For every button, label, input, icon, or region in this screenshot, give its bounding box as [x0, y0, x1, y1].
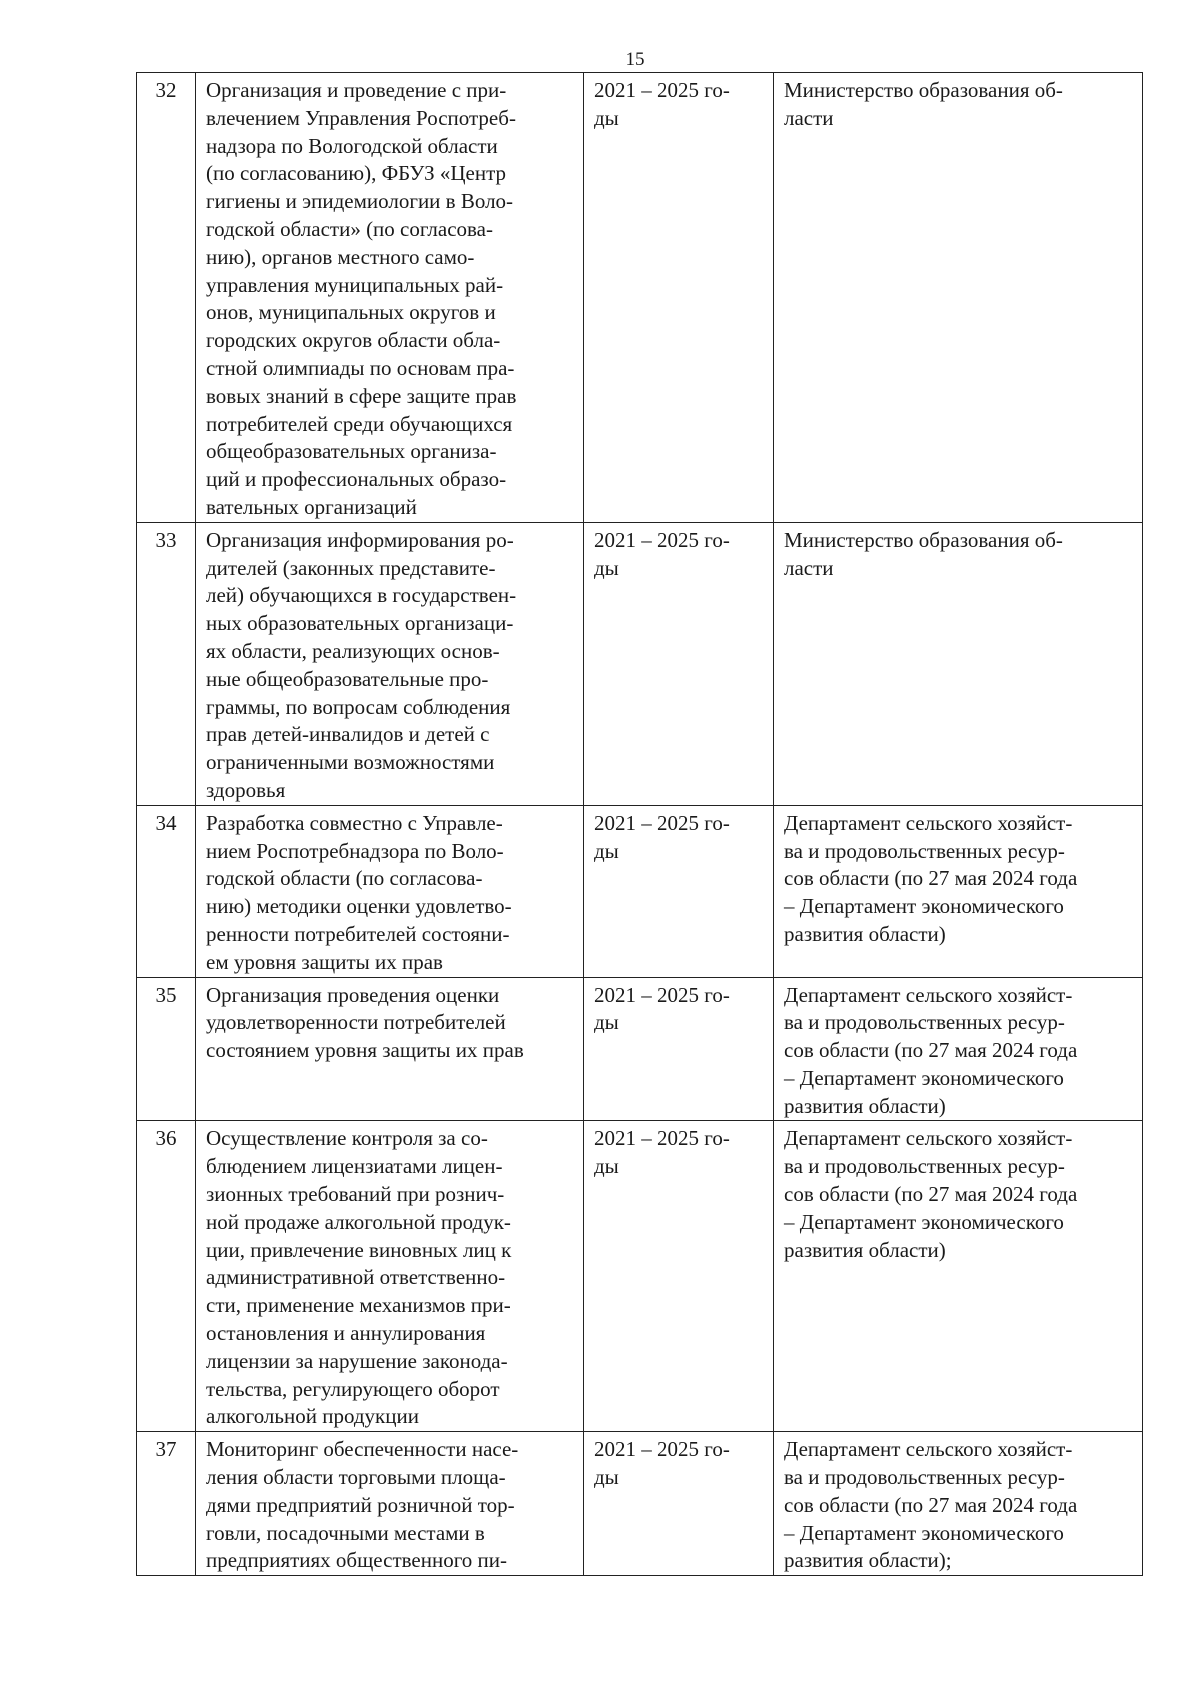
row-number: 32	[137, 73, 196, 523]
executor-cell	[774, 977, 1143, 1121]
activity-cell	[196, 73, 584, 523]
period-text: 2021 – 2025 го- ды	[594, 78, 730, 130]
executor-text: Министерство образования об- ласти	[784, 527, 1063, 580]
period-text: 2021 – 2025 го- ды	[594, 810, 730, 863]
period-text: 2021 – 2025 го- ды	[594, 527, 730, 580]
activity-cell	[196, 1121, 584, 1432]
row-number: 36	[137, 1121, 196, 1432]
period-cell	[584, 522, 774, 805]
period-cell	[584, 73, 774, 523]
table-row	[137, 1432, 1143, 1576]
table-row	[137, 73, 1143, 523]
table-row	[137, 805, 1143, 977]
activity-text: Мониторинг обеспеченности насе- ления области торговыми площа- дями предприятий розничной тор- говли, посадочными местами в предприятиях общественного пи-	[206, 1437, 519, 1573]
executor-cell	[774, 1432, 1143, 1576]
period-text: 2021 – 2025 го- ды	[594, 1126, 730, 1179]
table-row	[137, 522, 1143, 805]
period-text: 2021 – 2025 го- ды	[594, 1437, 730, 1490]
measures-table	[136, 72, 1143, 1576]
row-number: 34	[137, 805, 196, 977]
executor-cell	[774, 1121, 1143, 1432]
activity-text: Организация информирования ро- дителей (законных представите- лей) обучающихся в государствен- ных образовательных организаци- ях области, реализующих основ- ные общеобразовательные про- граммы, по вопросам соблюдения прав детей-инвалидов и детей с ограниченными возможностями здоровья	[206, 527, 517, 802]
row-number: 37	[137, 1432, 196, 1576]
executor-text: Департамент сельского хозяйст- ва и продовольственных ресур- сов области (по 27 мая 2024 года – Департамент экономического развития области)	[784, 982, 1078, 1118]
executor-cell	[774, 522, 1143, 805]
table-row	[137, 977, 1143, 1121]
executor-cell	[774, 73, 1143, 523]
executor-text: Департамент сельского хозяйст- ва и продовольственных ресур- сов области (по 27 мая 2024 года – Департамент экономического развития области);	[784, 1437, 1078, 1573]
period-text: 2021 – 2025 го- ды	[594, 982, 730, 1035]
activity-cell	[196, 977, 584, 1121]
activity-text: Разработка совместно с Управле- нием Роспотребнадзора по Воло- годской области (по согласова- нию) методики оценки удовлетво- ренности потребителей состояни- ем уровня защиты их прав	[206, 810, 512, 974]
period-cell	[584, 977, 774, 1121]
table-row	[137, 1121, 1143, 1432]
executor-text: Департамент сельского хозяйст- ва и продовольственных ресур- сов области (по 27 мая 2024 года – Департамент экономического развития области)	[784, 1126, 1078, 1262]
activity-text: Организация проведения оценки удовлетворенности потребителей состоянием уровня защиты их прав	[206, 982, 524, 1063]
row-number: 35	[137, 977, 196, 1121]
executor-text: Департамент сельского хозяйст- ва и продовольственных ресур- сов области (по 27 мая 2024 года – Департамент экономического развития области)	[784, 810, 1078, 946]
period-cell	[584, 805, 774, 977]
row-number: 33	[137, 522, 196, 805]
period-cell	[584, 1121, 774, 1432]
page-number: 15	[625, 49, 645, 70]
executor-cell	[774, 805, 1143, 977]
activity-cell	[196, 522, 584, 805]
activity-text: Осуществление контроля за со- блюдением лицензиатами лицен- зионных требований при рознич- ной продаже алкогольной продук- ции, привлечение виновных лиц к административной ответственно- сти, применение механизмов при- остановления и аннулирования лицензии за нарушение законода- тельства, регулирующего оборот алкогольной продукции	[206, 1126, 512, 1429]
activity-cell	[196, 1432, 584, 1576]
activity-text: Организация и проведение с при- влечением Управления Роспотреб- надзора по Вологодской области (по согласованию), ФБУЗ «Центр гигиены и эпидемиологии в Воло- годской области» (по согласова- нию), органов местного само- управления муниципальных рай- онов, муниципальных округов и городских округов области обла- стной олимпиады по основам пра- вовых знаний в сфере защите прав потребителей среди обучающихся общеобразовательных организа- ций и профессиональных образо- вательных организаций	[206, 78, 517, 519]
period-cell	[584, 1432, 774, 1576]
executor-text: Министерство образования об- ласти	[784, 78, 1063, 130]
activity-cell	[196, 805, 584, 977]
